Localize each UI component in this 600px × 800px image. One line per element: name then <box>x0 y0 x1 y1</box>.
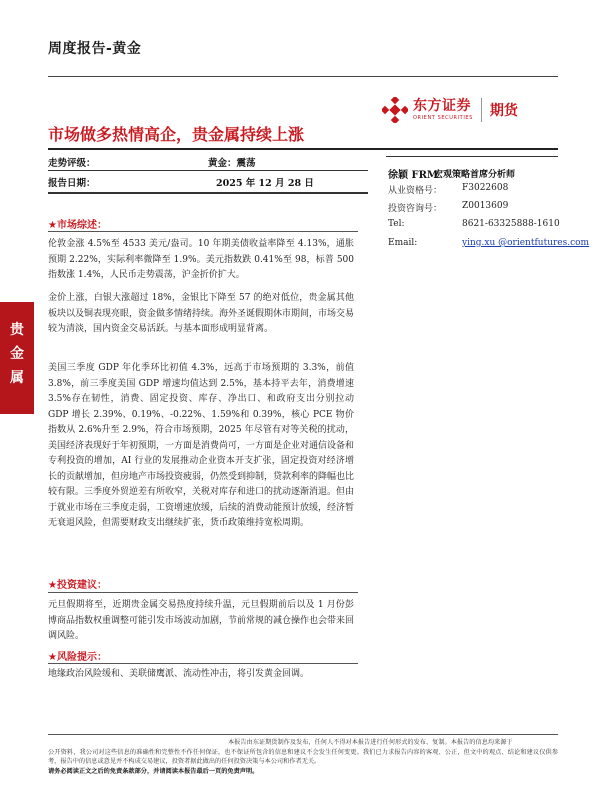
consult-label: 投资咨询号： <box>388 204 443 214</box>
investment-advice-rule <box>48 592 358 593</box>
license-label: 从业资格号： <box>388 186 443 196</box>
risk-rule <box>48 663 358 664</box>
market-paragraph-3: 美国三季度 GDP 年化季环比初值 4.3%，远高于市场预期的 3.3%，前值 3.8%，前三季度美国 GDP 增速均值达到 2.5%，基本持平去年，消费增速 3.5%存在韧性，消费、固定投资、库存、净出口、和政府支出分别拉动 GDP 增长 2.39%、0.19%、-0.22%、1.59%和 0.39%，核心 PCE 物价指数从 2.6%升至 2.9%，符合市场预期，2025 年尽管有对等关税的扰动，美国经济表现好于年初预期，一方面是消费尚可，一方面是企业对通信设备和专利投资的增加，AI 行业的发展推动企业资本开支扩张，固定投资对经济增长的贡献增加，但房地产市场投资疲弱，仍然受到抑制，贷款利率的降幅也比较有限。三季度外贸逆差有所收窄，关税对库存和进口的扰动逐渐消退。但由于就业市场在三季度走弱，工资增速放缓，后续的消费动能预计放缓，经济暂无衰退风险，但需要财政支出继续扩张，货币政策维持宽松周期。 <box>48 363 355 528</box>
analyst-title: 宏观策略首席分析师 <box>434 170 516 180</box>
report-type-header: 周度报告-黄金 <box>48 41 142 57</box>
sidebar-label-text: 贵金属 <box>10 322 24 386</box>
meta-divider <box>48 170 368 171</box>
analyst-name: 徐颖 FRM <box>388 170 438 181</box>
sidebar-category-label <box>0 318 34 390</box>
trend-label: 走势评级： <box>48 158 96 169</box>
date-label: 报告日期： <box>48 178 96 189</box>
email-label: Email: <box>388 238 418 248</box>
risk-heading: ★风险提示： <box>48 652 107 663</box>
trend-value: 黄金：震荡 <box>208 158 256 169</box>
analyst-top-rule <box>386 156 558 157</box>
logo-en-text: ORIENT SECURITIES <box>413 115 473 121</box>
footer-divider <box>48 734 558 735</box>
logo-separator <box>481 98 482 122</box>
investment-advice-paragraph: 元旦假期将至，近期贵金属交易热度持续升温，元旦假期前后以及 1 月份彭博商品指数权重调整可能引发市场波动加剧，节前常规的减仓操作也会带来回调风险。 <box>48 600 355 641</box>
orient-logo-icon <box>382 97 408 123</box>
report-title: 市场做多热情高企，贵金属持续上涨 <box>48 125 305 144</box>
market-overview-rule <box>48 231 358 232</box>
company-logo <box>382 94 518 126</box>
date-value: 2025 年 12 月 28 日 <box>216 178 314 189</box>
market-paragraph-1: 伦敦金涨 4.5%至 4533 美元/盎司。10 年期美债收益率降至 4.13%，通胀预期 2.22%，实际利率微降至 1.9%。美元指数跌 0.41%至 98，标普 500 指数涨 1.4%，人民币走势震荡，沪金折价扩大。 <box>48 239 354 280</box>
disclaimer-line-1: 本报告由东证期货制作及发布，任何人不得对本报告进行任何形式的发布、复制。本报告的信息均来源于 <box>228 739 513 746</box>
tel-value: 8621-63325888-1610 <box>462 219 560 229</box>
risk-paragraph: 地缘政治风险缓和、美联储鹰派、流动性冲击，将引发黄金回调。 <box>48 669 310 679</box>
market-paragraph-2: 金价上涨，白银大涨超过 18%，金银比下降至 57 的绝对低位，贵金属其他板块以及铜表现亮眼，资金做多情绪持续。海外圣诞假期休市期间，市场交易较为清淡，国内资金交易活跃。与基本面形成明显背离。 <box>48 293 355 334</box>
consult-value: Z0013609 <box>462 201 509 211</box>
investment-advice-heading: ★投资建议： <box>48 580 107 591</box>
disclaimer-line-3: 中的观点、结论和建议仅供参考，报告中的信息或意见并不构成交易建议，投资者据此做出的任何投资决策与本公司和作者无关。 <box>48 748 559 765</box>
disclaimer-block <box>48 738 558 776</box>
title-divider <box>48 148 558 150</box>
header-divider <box>48 76 558 77</box>
tel-label: Tel: <box>388 219 405 229</box>
license-value: F3022608 <box>462 183 509 193</box>
disclaimer-line-2: 公开资料，我公司对这些信息的准确性和完整性不作任何保证，也不保证所包含的信息和建议不会发生任何变更。我们已力求报告内容的客观、公正，但文 <box>48 748 477 756</box>
meta-bottom-divider <box>48 192 368 194</box>
email-link[interactable]: ying.xu @orientfutures.com <box>462 238 590 248</box>
logo-cn-text: 东方证券 <box>413 98 471 114</box>
logo-futures-text: 期货 <box>489 103 518 119</box>
disclaimer-line-4: 请务必阅读正文之后的免责条款部分，并请阅读本报告最后一页的免责声明。 <box>48 767 259 775</box>
market-overview-heading: ★市场综述： <box>48 220 107 231</box>
